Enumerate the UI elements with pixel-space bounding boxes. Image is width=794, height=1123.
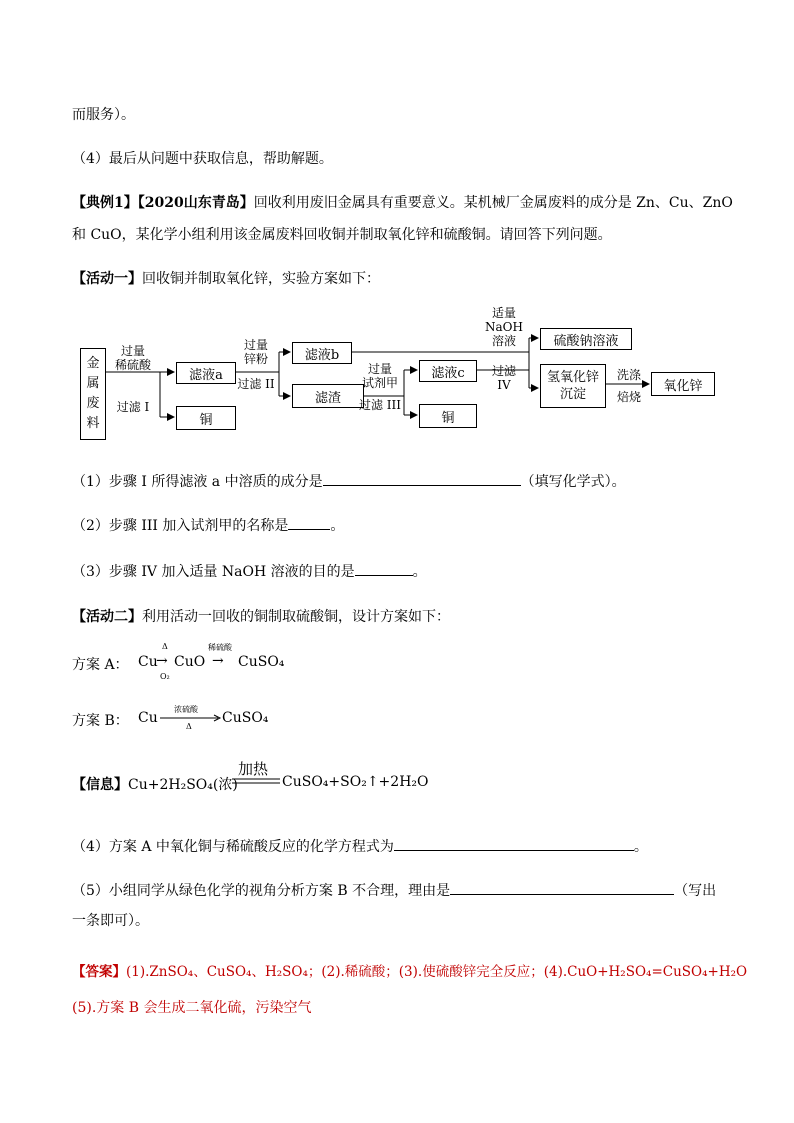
example-text: 回收利用废旧金属具有重要意义。某机械厂金属废料的成分是 Zn、Cu、ZnO bbox=[253, 195, 733, 211]
question-2-text: （2）步骤 III 加入试剂甲的名称是 bbox=[72, 518, 289, 534]
text-line: （4）最后从问题中获取信息，帮助解题。 bbox=[72, 151, 333, 167]
question-2 bbox=[72, 515, 344, 535]
scheme-b-cu: Cu bbox=[138, 710, 158, 726]
info-equals-sign bbox=[232, 778, 282, 784]
answer-tag: 【答案】 bbox=[72, 964, 126, 980]
scheme-a-cuo: CuO bbox=[174, 654, 206, 670]
question-1 bbox=[72, 471, 626, 491]
scheme-b bbox=[72, 700, 372, 740]
label-step3-reagent: 过量 试剂甲 bbox=[361, 362, 398, 390]
scheme-a bbox=[72, 640, 372, 690]
scheme-a-oxygen: O₂ bbox=[160, 672, 170, 681]
answer-text: (1).ZnSO₄、CuSO₄、H₂SO₄；(2).稀硫酸；(3).使硫酸锌完全反应；(4).CuO+H₂SO₄=CuSO₄+H₂O bbox=[126, 964, 748, 980]
box-filtrate-a: 滤液a bbox=[176, 362, 236, 384]
answer-blank-5[interactable] bbox=[450, 893, 674, 895]
question-4-suffix: 。 bbox=[633, 839, 648, 855]
question-5-text: （5）小组同学从绿色化学的视角分析方案 B 不合理，理由是 bbox=[72, 883, 451, 899]
box-filtrate-c: 滤液c bbox=[419, 360, 477, 382]
box-residue: 滤渣 bbox=[292, 384, 364, 408]
scheme-b-label: 方案 B： bbox=[72, 713, 129, 729]
example-paragraph bbox=[72, 192, 733, 212]
scheme-b-cuso4: CuSO₄ bbox=[222, 710, 269, 726]
info-equation bbox=[72, 758, 472, 798]
box-metal-scrap: 金 属 废 料 bbox=[80, 348, 106, 440]
activity2-text: 利用活动一回收的铜制取硫酸铜，设计方案如下： bbox=[142, 609, 450, 625]
question-1-suffix: （填写化学式）。 bbox=[520, 474, 626, 490]
question-1-text: （1）步骤 I 所得滤液 a 中溶质的成分是 bbox=[72, 474, 323, 490]
question-4-text: （4）方案 A 中氧化铜与稀硫酸反应的化学方程式为 bbox=[72, 839, 394, 855]
info-products: CuSO₄+SO₂↑+2H₂O bbox=[282, 774, 429, 790]
label-step1-reagent: 过量 稀硫酸 bbox=[114, 344, 151, 372]
text-line: 而服务）。 bbox=[72, 107, 135, 123]
box-filtrate-b: 滤液b bbox=[292, 342, 352, 364]
question-3-suffix: 。 bbox=[412, 564, 427, 580]
activity1-heading bbox=[72, 268, 380, 288]
info-reactants: Cu+2H₂SO₄(浓) bbox=[128, 777, 238, 793]
activity1-tag: 【活动一】 bbox=[72, 271, 142, 287]
question-2-suffix: 。 bbox=[330, 518, 345, 534]
info-heat-condition: 加热 bbox=[238, 760, 269, 778]
label-step5-roast: 焙烧 bbox=[616, 390, 641, 404]
label-step1-filter: 过滤 I bbox=[116, 400, 150, 414]
scheme-a-cuso4: CuSO₄ bbox=[238, 654, 285, 670]
answer-blank-4[interactable] bbox=[394, 849, 634, 851]
answer-line-2: (5).方案 B 会生成二氧化硫，污染空气 bbox=[72, 1000, 312, 1016]
answer-blank-2[interactable] bbox=[288, 528, 330, 530]
question-5-cont: 一条即可）。 bbox=[72, 913, 149, 929]
label-step2-filter: 过滤 II bbox=[237, 377, 275, 391]
scheme-a-cu: Cu bbox=[138, 654, 158, 670]
answer-blank-3[interactable] bbox=[355, 574, 413, 576]
label-step5-wash: 洗涤 bbox=[616, 368, 641, 382]
scheme-a-heat: Δ bbox=[162, 642, 168, 651]
example-tag: 【典例1】【2020山东青岛】 bbox=[72, 195, 254, 211]
scheme-b-heat: Δ bbox=[186, 722, 192, 731]
flow-diagram bbox=[0, 300, 794, 450]
example-text-cont: 和 CuO，某化学小组利用该金属废料回收铜并制取氧化锌和硫酸铜。请回答下列问题。 bbox=[72, 227, 612, 243]
scheme-b-conc-acid: 浓硫酸 bbox=[174, 705, 198, 714]
activity1-text: 回收铜并制取氧化锌，实验方案如下： bbox=[142, 271, 380, 287]
activity2-heading bbox=[72, 606, 450, 626]
label-step4-reagent: 适量 NaOH 溶液 bbox=[485, 306, 523, 348]
box-zinc-oxide: 氧化锌 bbox=[651, 372, 715, 396]
scheme-a-label: 方案 A： bbox=[72, 657, 129, 673]
box-copper-2: 铜 bbox=[419, 404, 477, 428]
box-copper-1: 铜 bbox=[176, 406, 236, 430]
scheme-b-arrow bbox=[160, 714, 222, 722]
answer-blank-1[interactable] bbox=[323, 484, 521, 486]
label-step2-reagent: 过量 锌粉 bbox=[243, 338, 268, 366]
question-5-suffix: （写出 bbox=[674, 883, 717, 899]
question-4 bbox=[72, 836, 648, 856]
box-zinc-hydroxide: 氢氧化锌 沉淀 bbox=[540, 364, 606, 408]
question-5 bbox=[72, 880, 716, 900]
info-tag: 【信息】 bbox=[72, 777, 128, 793]
answer-line-1 bbox=[72, 960, 747, 980]
label-step3-filter: 过滤 III bbox=[358, 398, 402, 412]
box-sodium-sulfate: 硫酸钠溶液 bbox=[540, 328, 632, 350]
question-3-text: （3）步骤 IV 加入适量 NaOH 溶液的目的是 bbox=[72, 564, 355, 580]
scheme-a-arrow-2: → bbox=[212, 653, 224, 669]
scheme-a-dilute-acid: 稀硫酸 bbox=[208, 643, 232, 652]
activity2-tag: 【活动二】 bbox=[72, 609, 142, 625]
scheme-a-arrow-1: → bbox=[156, 653, 168, 669]
question-3 bbox=[72, 561, 427, 581]
label-step4-filter: 过滤 IV bbox=[491, 364, 516, 392]
